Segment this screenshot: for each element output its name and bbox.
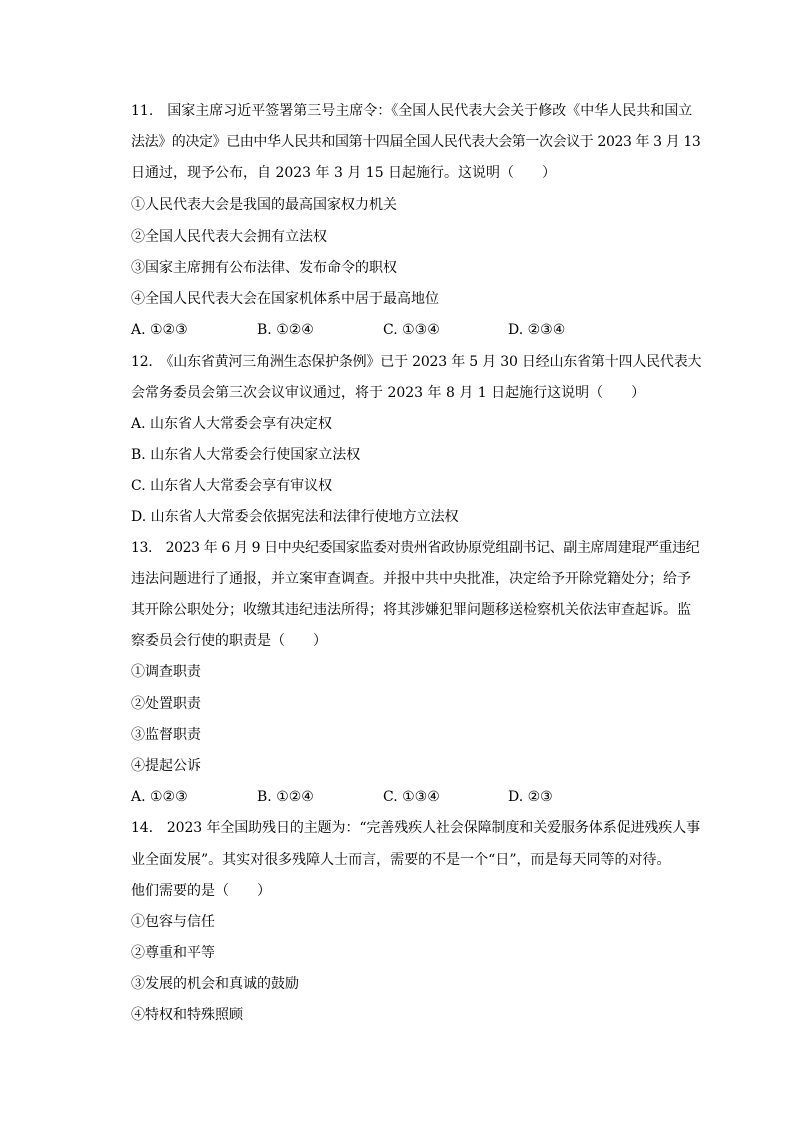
q14-statement-3: ③发展的机会和真诚的鼓励	[131, 976, 299, 992]
q11-stem-line-3: 日通过，现予公布，自 2023 年 3 月 15 日起施行。这说明（ ）	[131, 165, 557, 181]
q13-statement-4: ④提起公诉	[131, 758, 201, 774]
q11-option-a[interactable]: A. ①②③	[131, 322, 188, 338]
q13-statement-3: ③监督职责	[131, 727, 201, 743]
q11-option-c[interactable]: C. ①③④	[383, 322, 440, 338]
q13-statement-2: ②处置职责	[131, 696, 201, 712]
q11-statement-2: ②全国人民代表大会拥有立法权	[131, 229, 327, 245]
q13-option-d[interactable]: D. ②③	[508, 789, 553, 805]
q11-option-d[interactable]: D. ②③④	[508, 322, 566, 338]
q12-option-c[interactable]: C. 山东省人大常委会享有审议权	[131, 478, 333, 494]
q12-option-a[interactable]: A. 山东省人大常委会享有决定权	[131, 416, 333, 432]
q11-statement-1: ①人民代表大会是我国的最高国家权力机关	[131, 197, 397, 213]
q11-statement-4: ④全国人民代表大会在国家机体系中居于最高地位	[131, 291, 439, 307]
q13-stem-line-2: 违法问题进行了通报，并立案审查调查。并报中共中央批准，决定给予开除党籍处分；给予	[131, 571, 691, 587]
q11-option-b[interactable]: B. ①②④	[257, 322, 314, 338]
q13-option-a[interactable]: A. ①②③	[131, 789, 188, 805]
q11-stem-line-1: 11. 国家主席习近平签署第三号主席令：《全国人民代表大会关于修改《中华人民共和国立	[131, 103, 693, 119]
q14-stem-line-1: 14. 2023 年全国助残日的主题为：“完善残疾人社会保障制度和关爱服务体系促进残疾人事	[131, 820, 700, 836]
q14-statement-1: ①包容与信任	[131, 914, 215, 930]
q13-statement-1: ①调查职责	[131, 664, 201, 680]
q12-stem-line-2: 会常务委员会第三次会议审议通过，将于 2023 年 8 月 1 日起施行这说明（ ）	[131, 385, 646, 401]
q12-option-b[interactable]: B. 山东省人大常委会行使国家立法权	[131, 447, 361, 463]
q14-statement-4: ④特权和特殊照顾	[131, 1007, 243, 1023]
q14-stem-line-3: 他们需要的是（ ）	[131, 883, 271, 899]
q14-statement-2: ②尊重和平等	[131, 945, 215, 961]
q13-stem-line-4: 察委员会行使的职责是（ ）	[131, 633, 327, 649]
q13-stem-line-3: 其开除公职处分；收缴其违纪违法所得；将其涉嫌犯罪问题移送检察机关依法审查起诉。监	[131, 602, 691, 618]
q12-option-d[interactable]: D. 山东省人大常委会依据宪法和法律行使地方立法权	[131, 509, 459, 525]
q11-stem-line-2: 法法》的决定》已由中华人民共和国第十四届全国人民代表大会第一次会议于 2023 年 3 月 13	[131, 134, 701, 150]
q14-stem-line-2: 业全面发展”。其实对很多残障人士而言，需要的不是一个“日”，而是每天同等的对待。	[131, 852, 671, 868]
q13-option-b[interactable]: B. ①②④	[257, 789, 314, 805]
q12-stem-line-1: 12. 《山东省黄河三角洲生态保护条例》已于 2023 年 5 月 30 日经山东省第十四人民代表大	[131, 354, 702, 370]
q13-stem-line-1: 13. 2023 年 6 月 9 日中央纪委国家监委对贵州省政协原党组副书记、副主席周建琨严重违纪	[131, 540, 700, 556]
q13-option-c[interactable]: C. ①③④	[383, 789, 440, 805]
q11-statement-3: ③国家主席拥有公布法律、发布命令的职权	[131, 260, 397, 276]
